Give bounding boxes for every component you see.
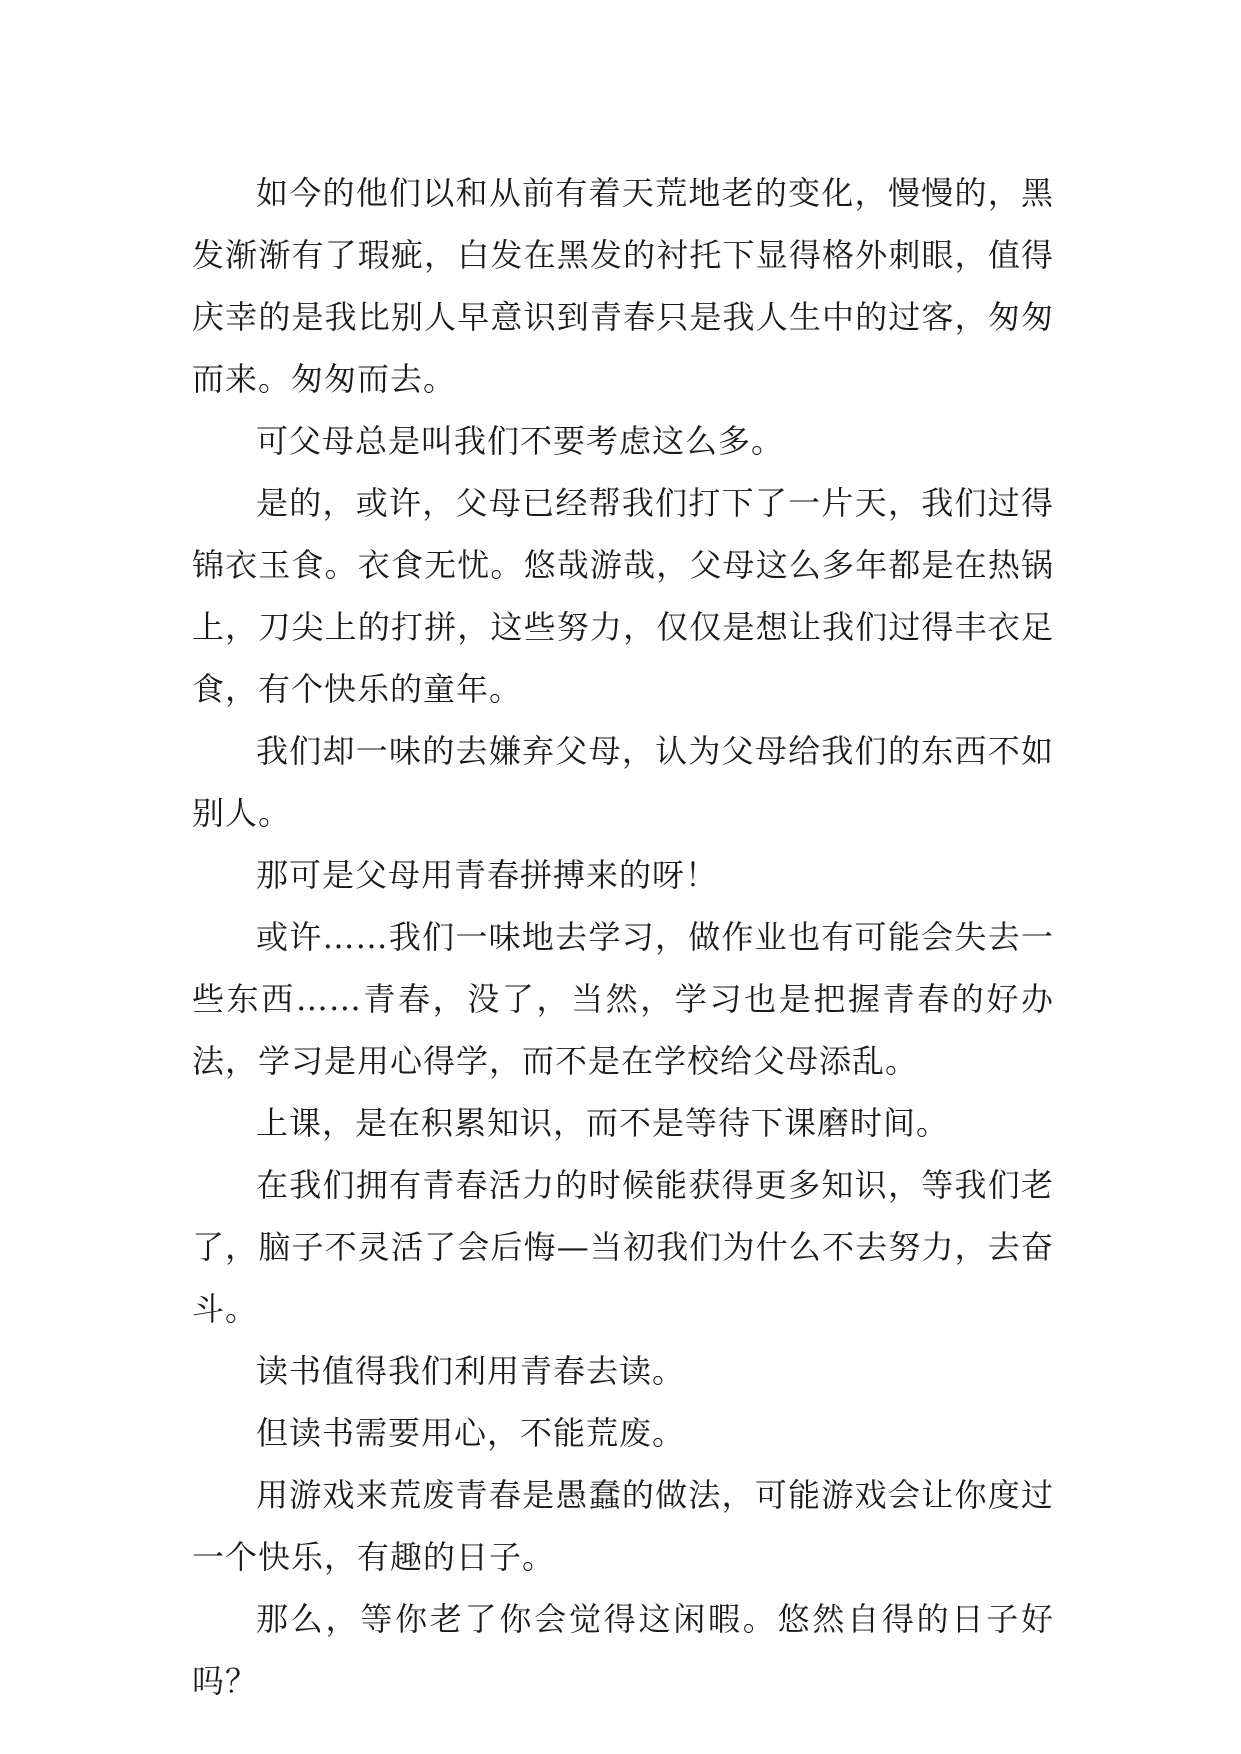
paragraph-11: 用游戏来荒废青春是愚蠢的做法，可能游戏会让你度过一个快乐，有趣的日子。 [192, 1476, 1054, 1576]
paragraph-5: 那可是父母用青春拼搏来的呀！ [256, 856, 719, 894]
paragraph-12: 那么，等你老了你会觉得这闲暇。悠然自得的日子好吗？ [192, 1600, 1054, 1700]
paragraph-10: 但读书需要用心，不能荒废。 [256, 1414, 686, 1452]
paragraph-3: 是的，或许，父母已经帮我们打下了一片天，我们过得锦衣玉食。衣食无忧。悠哉游哉，父母这么多年都是在热锅上，刀尖上的打拼，这些努力，仅仅是想让我们过得丰衣足食，有个快乐的童年。 [192, 484, 1054, 708]
paragraph-1: 如今的他们以和从前有着天荒地老的变化，慢慢的，黑发渐渐有了瑕疵，白发在黑发的衬托下显得格外刺眼，值得庆幸的是我比别人早意识到青春只是我人生中的过客，匆匆而来。匆匆而去。 [192, 174, 1054, 398]
document-page [192, 162, 1054, 1712]
paragraph-6: 或许……我们一味地去学习，做作业也有可能会失去一些东西……青春，没了，当然，学习也是把握青春的好办法，学习是用心得学，而不是在学校给父母添乱。 [192, 918, 1054, 1080]
paragraph-7: 上课，是在积累知识，而不是等待下课磨时间。 [256, 1104, 950, 1142]
paragraph-8: 在我们拥有青春活力的时候能获得更多知识，等我们老了，脑子不灵活了会后悔—当初我们为什么不去努力，去奋斗。 [192, 1166, 1054, 1328]
paragraph-4: 我们却一味的去嫌弃父母，认为父母给我们的东西不如别人。 [192, 732, 1054, 832]
paragraph-2: 可父母总是叫我们不要考虑这么多。 [256, 422, 785, 460]
paragraph-9: 读书值得我们利用青春去读。 [256, 1352, 686, 1390]
